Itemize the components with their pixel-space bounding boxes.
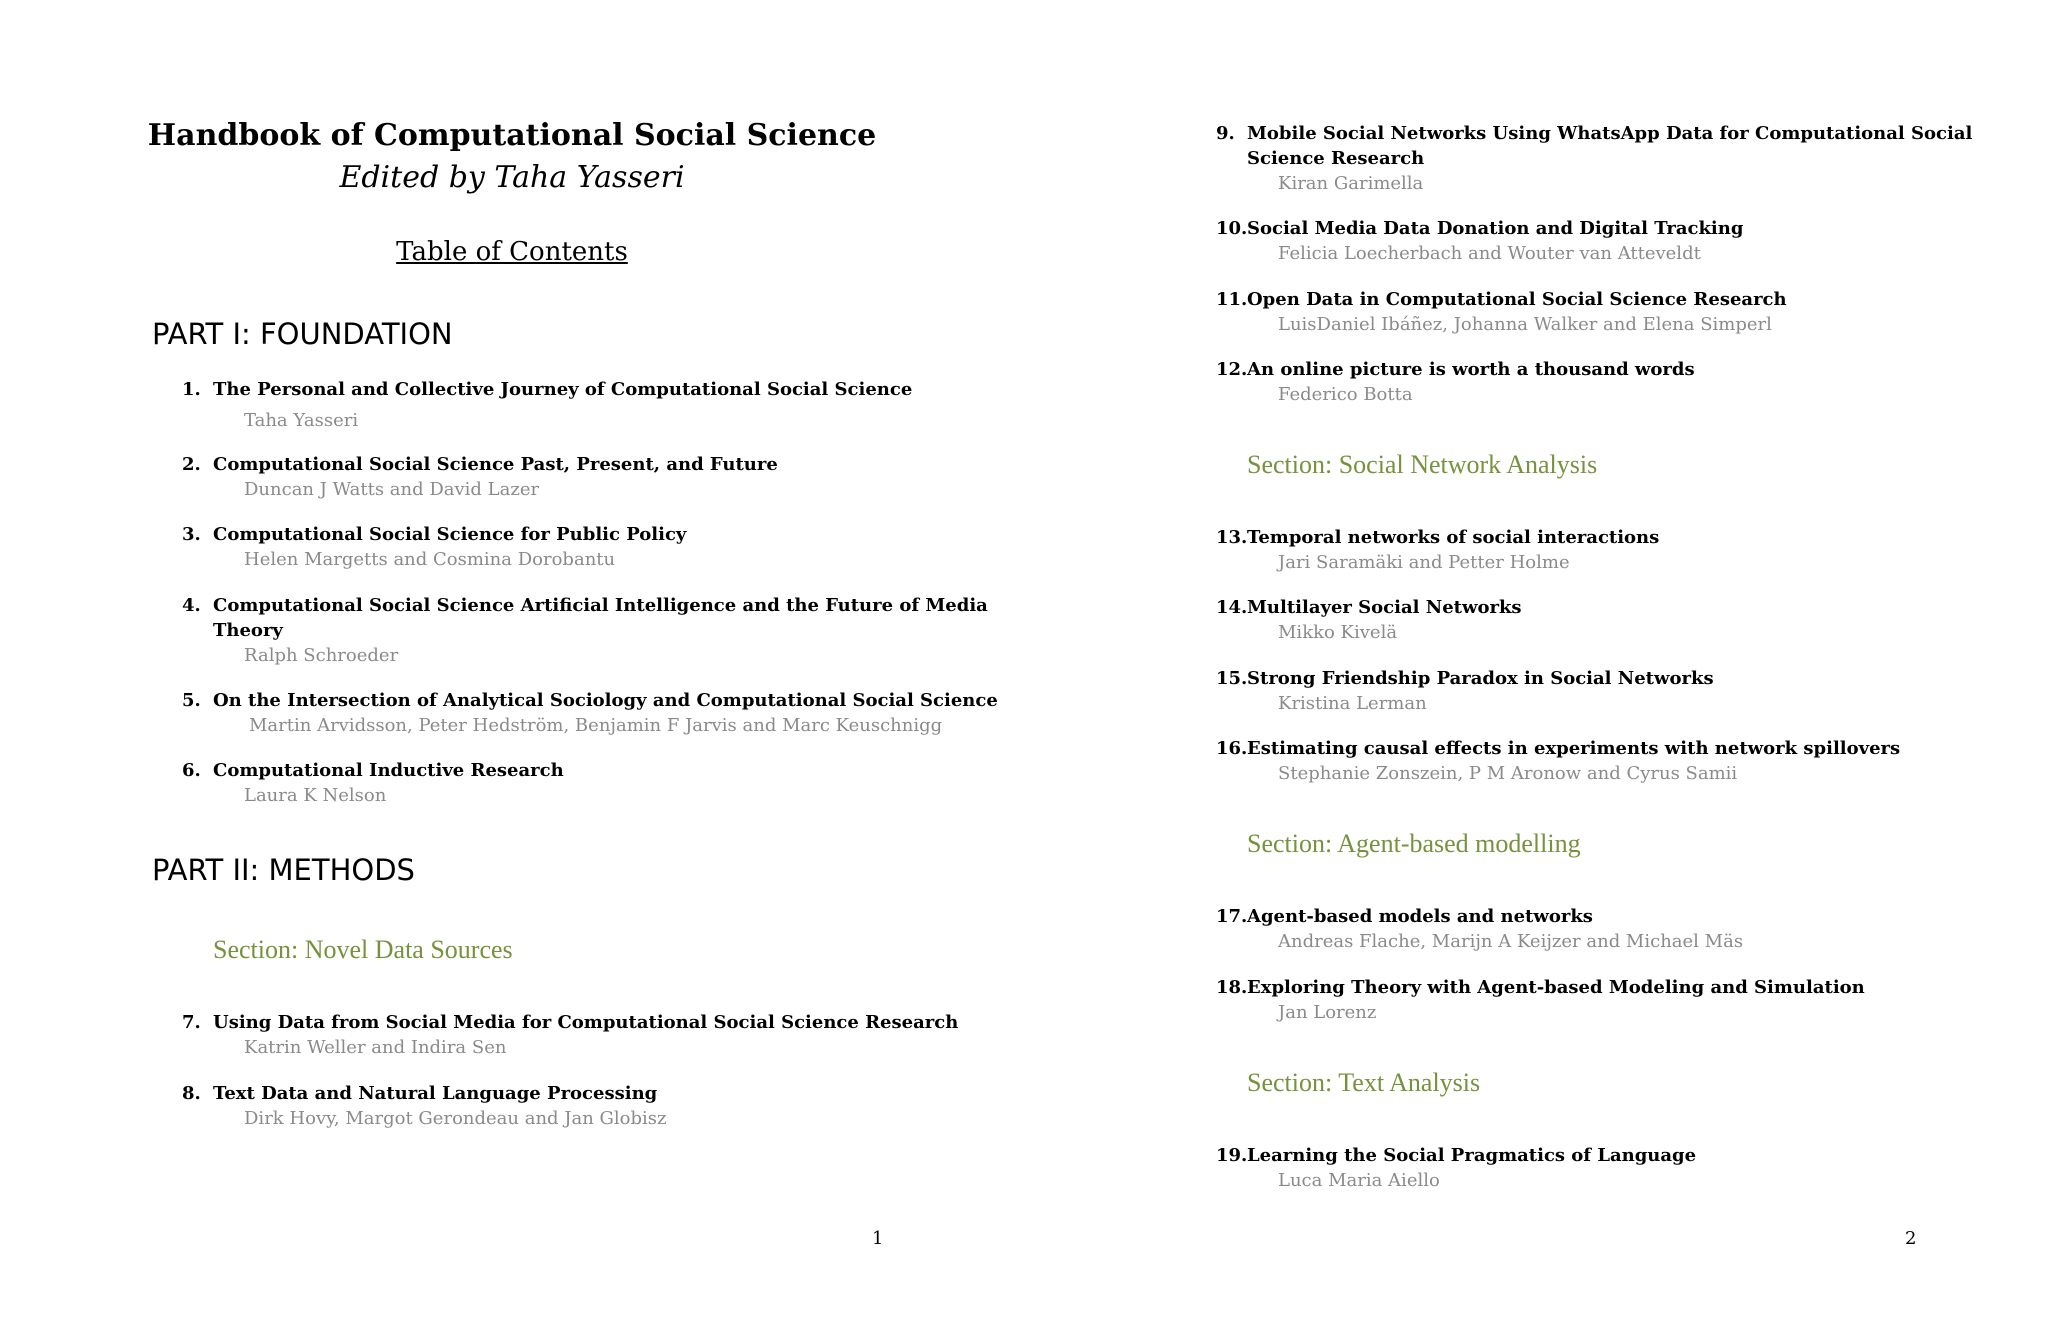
chapter-number: 2. (182, 454, 201, 475)
chapter-title[interactable]: Computational Social Science Past, Present, and Future (213, 454, 778, 475)
chapter-number: 14. (1216, 597, 1248, 618)
part-heading-foundation: PART I: FOUNDATION (152, 317, 453, 351)
chapter-number: 8. (182, 1083, 201, 1104)
book-title: Handbook of Computational Social Science (147, 118, 877, 153)
chapter-title[interactable]: Multilayer Social Networks (1247, 597, 1522, 618)
chapter-number: 10. (1216, 218, 1248, 239)
section-heading-text-analysis: Section: Text Analysis (1247, 1068, 1481, 1097)
chapter-title[interactable]: An online picture is worth a thousand words (1247, 359, 1695, 380)
chapter-authors: Jan Lorenz (1278, 1002, 1377, 1023)
section-heading-agent-based-modelling: Section: Agent-based modelling (1247, 829, 1581, 858)
chapter-authors: Helen Margetts and Cosmina Dorobantu (244, 549, 616, 570)
chapter-title[interactable]: Social Media Data Donation and Digital Tracking (1247, 218, 1744, 239)
section-heading-social-network-analysis: Section: Social Network Analysis (1247, 450, 1598, 479)
chapter-authors: Luca Maria Aiello (1278, 1170, 1440, 1191)
chapter-number: 13. (1216, 527, 1248, 548)
chapter-title[interactable]: Text Data and Natural Language Processing (213, 1083, 658, 1104)
chapter-authors: Martin Arvidsson, Peter Hedström, Benjamin F Jarvis and Marc Keuschnigg (249, 715, 943, 736)
page-number: 2 (1905, 1228, 1917, 1249)
chapter-title[interactable]: Strong Friendship Paradox in Social Networks (1247, 668, 1714, 689)
chapter-title[interactable]: Learning the Social Pragmatics of Language (1247, 1145, 1697, 1166)
chapter-title[interactable]: The Personal and Collective Journey of Computational Social Science (213, 379, 913, 400)
chapter-title[interactable]: Estimating causal effects in experiments with network spillovers (1247, 738, 1901, 759)
chapter-authors: Duncan J Watts and David Lazer (244, 479, 540, 500)
toc-heading: Table of Contents (396, 237, 628, 267)
chapter-title[interactable]: Agent-based models and networks (1247, 906, 1593, 927)
chapter-title[interactable]: Computational Social Science for Public Policy (213, 524, 687, 545)
chapter-title[interactable]: Mobile Social Networks Using WhatsApp Data for Computational Social (1247, 123, 1973, 144)
chapter-number: 16. (1216, 738, 1248, 759)
chapter-number: 15. (1216, 668, 1248, 689)
chapter-title[interactable]: Using Data from Social Media for Computational Social Science Research (213, 1012, 959, 1033)
chapter-number: 19. (1216, 1145, 1248, 1166)
chapter-title[interactable]: Exploring Theory with Agent-based Modeling and Simulation (1247, 977, 1865, 998)
chapter-title[interactable]: Temporal networks of social interactions (1247, 527, 1660, 548)
chapter-authors: Kristina Lerman (1278, 693, 1427, 714)
chapter-title-continued[interactable]: Science Research (1247, 148, 1425, 169)
chapter-number: 4. (182, 595, 201, 616)
chapter-authors: Dirk Hovy, Margot Gerondeau and Jan Globisz (244, 1108, 667, 1129)
chapter-authors: Taha Yasseri (244, 410, 359, 431)
chapter-number: 17. (1216, 906, 1248, 927)
page-number: 1 (872, 1228, 884, 1249)
chapter-number: 6. (182, 760, 201, 781)
chapter-title[interactable]: Open Data in Computational Social Science Research (1247, 289, 1787, 310)
chapter-title[interactable]: Computational Inductive Research (213, 760, 564, 781)
chapter-authors: Andreas Flache, Marijn A Keijzer and Michael Mäs (1278, 931, 1744, 952)
chapter-title[interactable]: Computational Social Science Artificial Intelligence and the Future of Media (213, 595, 988, 616)
page-2 (1024, 0, 2048, 1325)
chapter-number: 9. (1216, 123, 1235, 144)
chapter-authors: Federico Botta (1278, 384, 1413, 405)
chapter-authors: Katrin Weller and Indira Sen (244, 1037, 507, 1058)
chapter-authors: Jari Saramäki and Petter Holme (1278, 552, 1570, 573)
book-editor: Edited by Taha Yasseri (339, 160, 685, 195)
chapter-authors: Mikko Kivelä (1278, 622, 1398, 643)
chapter-number: 5. (182, 690, 201, 711)
chapter-title-continued[interactable]: Theory (213, 620, 283, 641)
part-heading-methods: PART II: METHODS (152, 853, 415, 887)
chapter-number: 18. (1216, 977, 1248, 998)
chapter-number: 11. (1216, 289, 1248, 310)
chapter-number: 1. (182, 379, 201, 400)
section-heading-novel-data-sources: Section: Novel Data Sources (213, 935, 513, 964)
chapter-number: 3. (182, 524, 201, 545)
chapter-authors: Felicia Loecherbach and Wouter van Atteveldt (1278, 243, 1701, 264)
chapter-authors: Stephanie Zonszein, P M Aronow and Cyrus Samii (1278, 763, 1738, 784)
chapter-title[interactable]: On the Intersection of Analytical Sociology and Computational Social Science (213, 690, 998, 711)
chapter-authors: LuisDaniel Ibáñez, Johanna Walker and Elena Simperl (1278, 314, 1772, 335)
chapter-authors: Kiran Garimella (1278, 173, 1424, 194)
chapter-number: 12. (1216, 359, 1248, 380)
chapter-number: 7. (182, 1012, 201, 1033)
chapter-authors: Laura K Nelson (244, 785, 387, 806)
chapter-authors: Ralph Schroeder (244, 645, 399, 666)
